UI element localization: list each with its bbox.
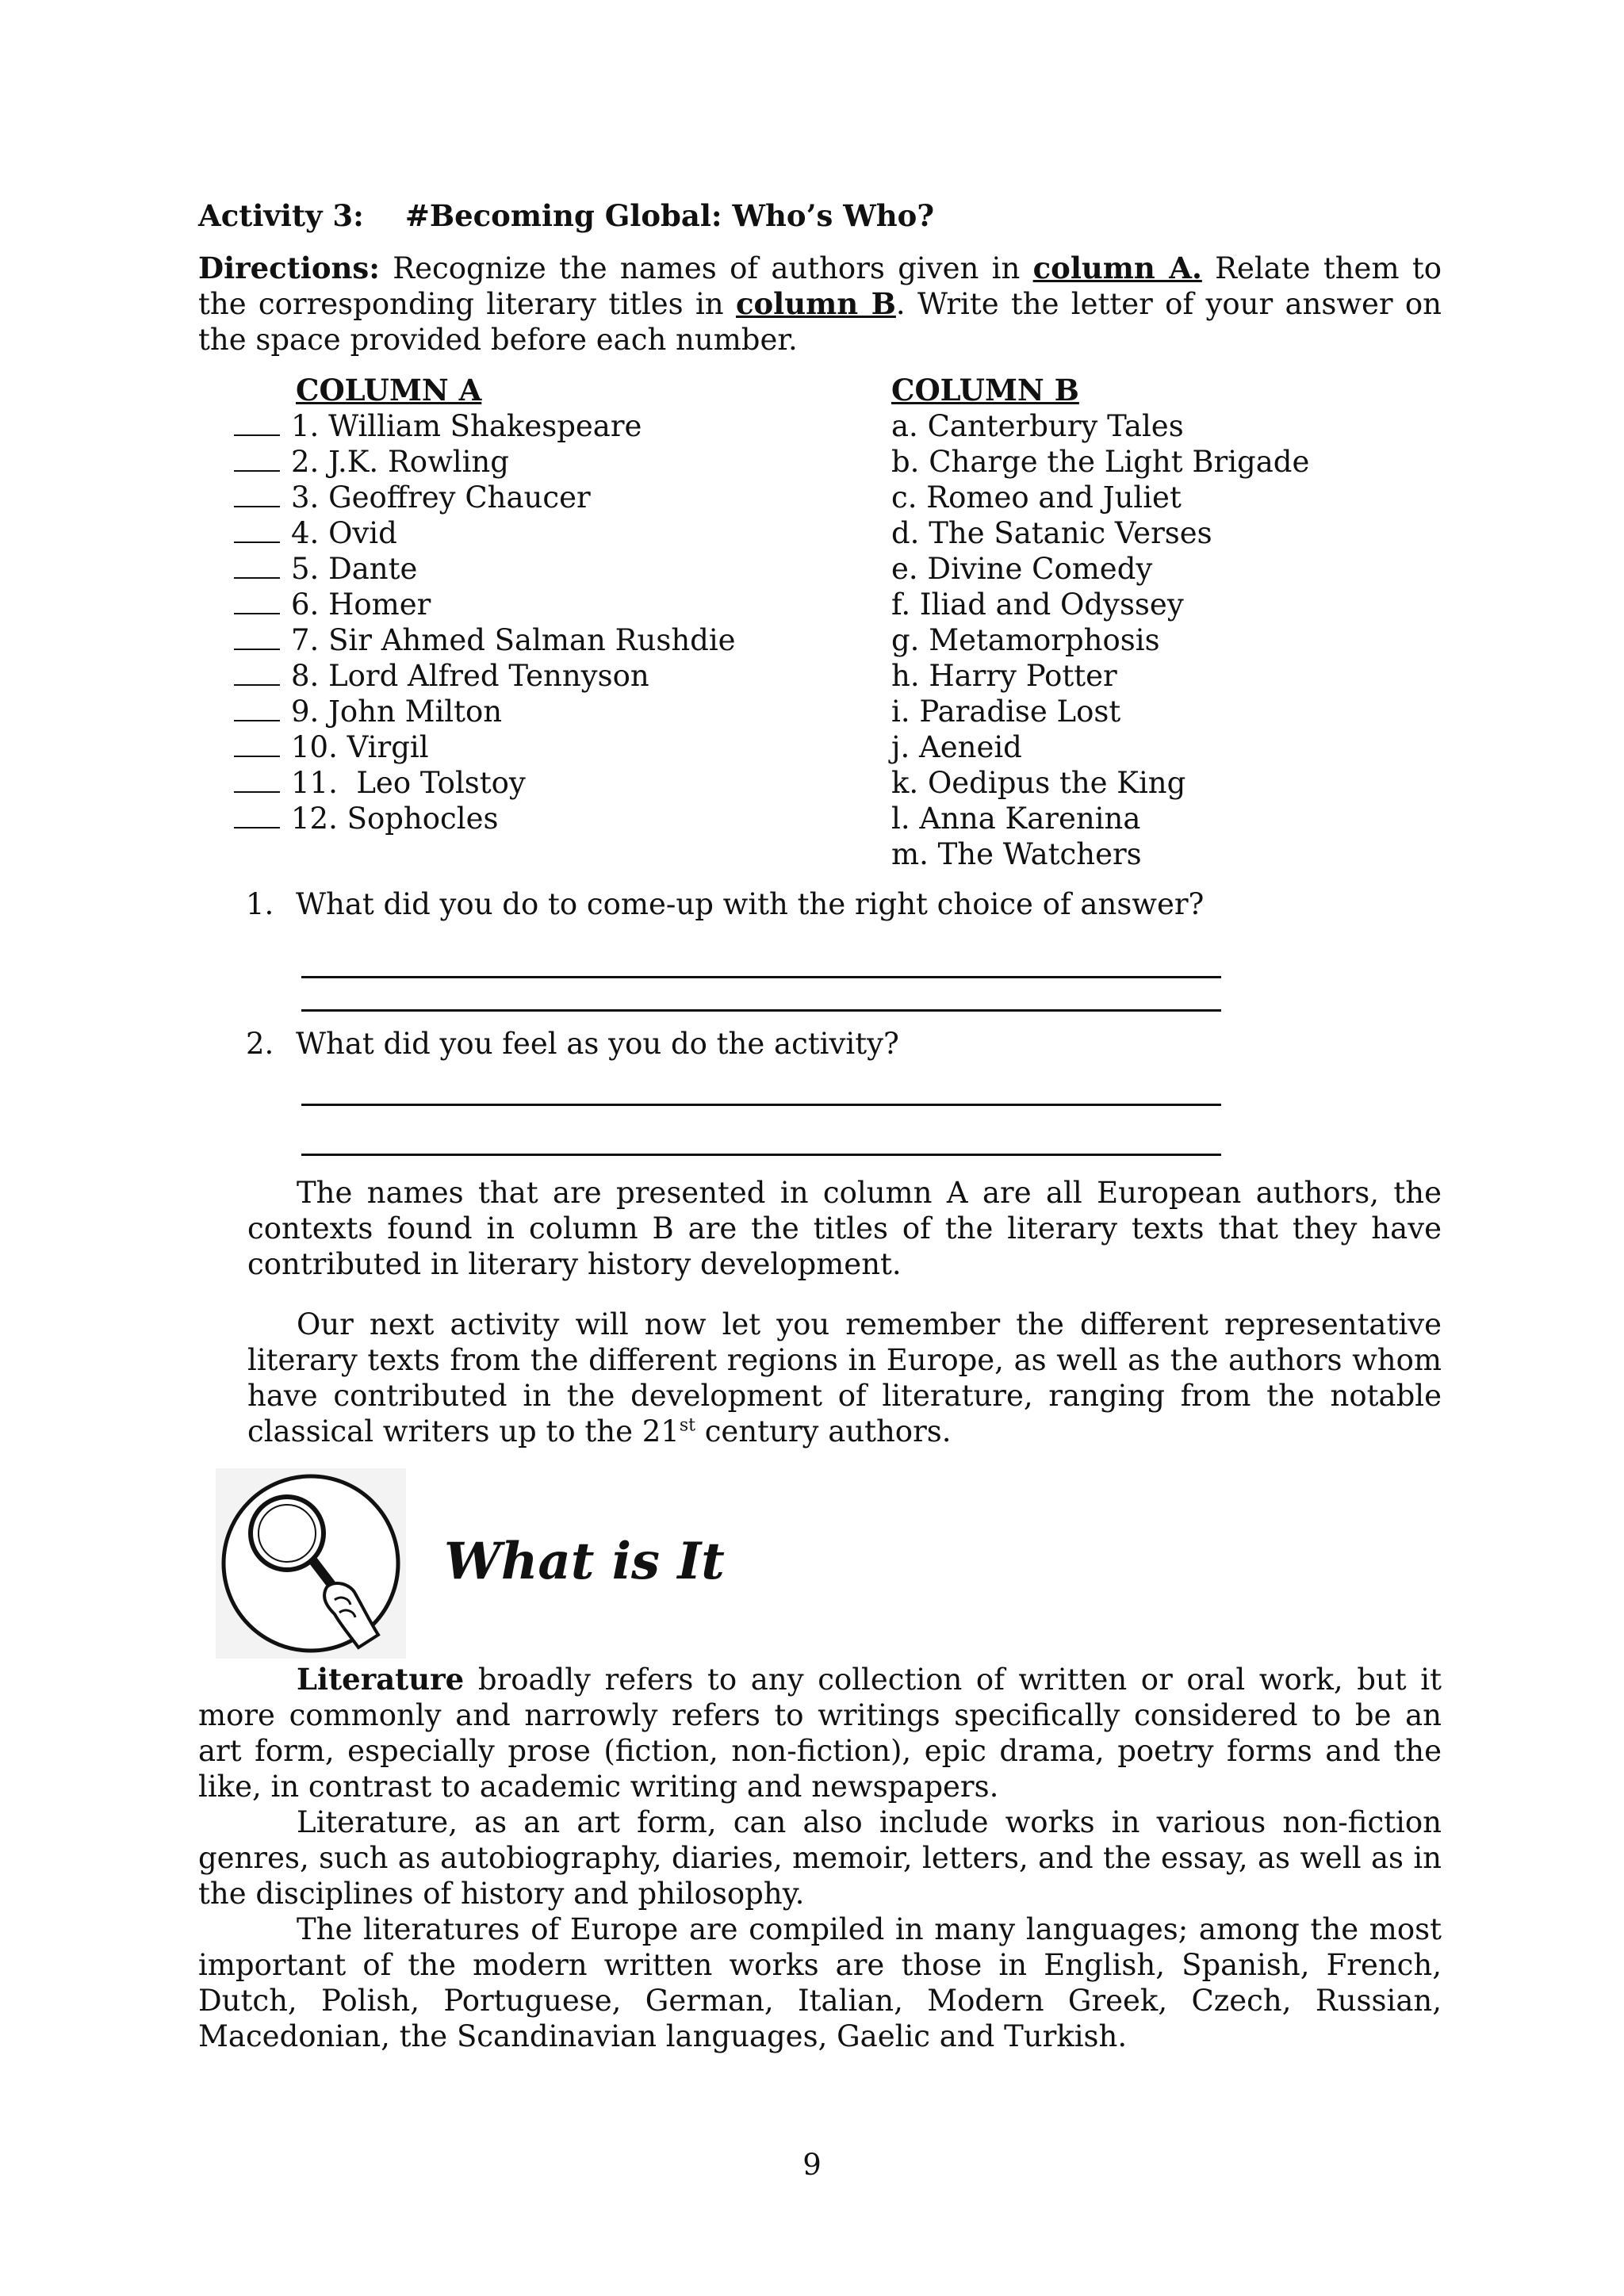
column-b-item: h. Harry Potter xyxy=(891,659,1117,693)
literature-paragraph-2: Literature, as an art form, can also include works in various non-fiction genres, such as autobiography, diaries, memoir, letters, and the essay, as well as in the disciplines of history and philosophy. xyxy=(198,1805,1442,1911)
directions-text-3: . Write the letter of your answer on the space provided before each number. xyxy=(198,287,1442,357)
column-b-item: d. The Satanic Verses xyxy=(891,516,1212,550)
answer-blank[interactable] xyxy=(234,553,280,579)
answer-line[interactable] xyxy=(301,1154,1221,1156)
answer-blank[interactable] xyxy=(234,803,280,828)
column-a-item: 7. Sir Ahmed Salman Rushdie xyxy=(234,622,736,658)
answer-blank[interactable] xyxy=(234,518,280,543)
directions-label: Directions: xyxy=(198,251,380,285)
answer-blank[interactable] xyxy=(234,625,280,650)
column-b-item: i. Paradise Lost xyxy=(891,695,1121,729)
column-b-list xyxy=(891,408,1309,872)
magnifying-glass-icon xyxy=(216,1468,406,1659)
directions-paragraph xyxy=(198,251,1442,358)
answer-blank[interactable] xyxy=(234,660,280,686)
explanation-paragraph: The names that are presented in column A are all European authors, the contexts found in column B are the titles of the literary texts that they have contributed in literary history development. xyxy=(247,1176,1442,1281)
column-a-item: 6. Homer xyxy=(234,587,736,622)
page-number: 9 xyxy=(802,2148,822,2182)
column-b-item: m. The Watchers xyxy=(891,837,1142,871)
column-a-reference: column A. xyxy=(1032,251,1202,285)
answer-blank[interactable] xyxy=(234,732,280,757)
column-a-item: 2. J.K. Rowling xyxy=(234,444,736,480)
question-text: What did you do to come-up with the right choice of answer? xyxy=(296,887,1205,921)
column-b-reference: column B xyxy=(735,286,896,321)
question-text: What did you feel as you do the activity? xyxy=(296,1027,899,1061)
answer-blank[interactable] xyxy=(234,482,280,507)
column-a-item: 5. Dante xyxy=(234,551,736,587)
answer-line[interactable] xyxy=(301,1009,1221,1012)
column-a-item: 10. Virgil xyxy=(234,729,736,765)
column-b-item: b. Charge the Light Brigade xyxy=(891,445,1310,479)
literature-paragraph-3: The literatures of Europe are compiled in many languages; among the most important of the modern written works are those in English, Spanish, French, Dutch, Polish, Portuguese, German, Italian, Modern Greek, Czech, Russian, Macedonian, the Scandinavian languages, Gaelic and Turkish. xyxy=(198,1912,1442,2053)
column-a-item: 3. Geoffrey Chaucer xyxy=(234,480,736,515)
column-b-item: c. Romeo and Juliet xyxy=(891,480,1182,515)
column-b-item: g. Metamorphosis xyxy=(891,623,1160,657)
column-a-heading: COLUMN A xyxy=(296,373,482,408)
activity-title: #Becoming Global: Who’s Who? xyxy=(404,198,935,233)
next-activity-paragraph: Our next activity will now let you remember the different representative literary texts from the different regions in Europe, as well as the authors whom have contributed in the development of literature, ranging from the notable classical writers up to the 21st century authors. xyxy=(247,1307,1442,1448)
column-a-item: 4. Ovid xyxy=(234,515,736,551)
directions-text-2: Relate them to the corresponding literary titles in xyxy=(198,251,1442,321)
literature-paragraph-1: Literature broadly refers to any collection of written or oral work, but it more commonly and narrowly refers to writings specifically considered to be an art form, especially prose (fiction, non-fiction), epic drama, poetry forms and the like, in contrast to academic writing and newspapers. xyxy=(198,1662,1442,1804)
column-a-item: 12. Sophocles xyxy=(234,801,736,836)
column-a-item: 11. Leo Tolstoy xyxy=(234,765,736,801)
column-b-item: f. Iliad and Odyssey xyxy=(891,587,1184,622)
answer-blank[interactable] xyxy=(234,411,280,436)
activity-label: Activity 3: xyxy=(198,198,364,233)
answer-line[interactable] xyxy=(301,976,1221,978)
column-b-item: k. Oedipus the King xyxy=(891,766,1186,800)
activity-heading xyxy=(198,198,934,234)
column-a-item: 1. William Shakespeare xyxy=(234,408,736,444)
column-a-item: 8. Lord Alfred Tennyson xyxy=(234,658,736,694)
column-b-item: j. Aeneid xyxy=(891,730,1022,764)
section-title: What is It xyxy=(444,1532,725,1591)
column-a-item: 9. John Milton xyxy=(234,694,736,729)
answer-blank[interactable] xyxy=(234,589,280,614)
column-b-item: l. Anna Karenina xyxy=(891,802,1141,836)
directions-text-1: Recognize the names of authors given in xyxy=(379,251,1033,285)
answer-line[interactable] xyxy=(301,1104,1221,1106)
answer-blank[interactable] xyxy=(234,767,280,793)
answer-blank[interactable] xyxy=(234,446,280,472)
column-b-item: e. Divine Comedy xyxy=(891,552,1153,586)
column-a-list xyxy=(234,408,736,836)
column-b-item: a. Canterbury Tales xyxy=(891,409,1184,443)
answer-blank[interactable] xyxy=(234,696,280,721)
question-number: 1. xyxy=(246,887,274,921)
column-b-heading: COLUMN B xyxy=(891,373,1079,408)
question-number: 2. xyxy=(246,1027,274,1061)
